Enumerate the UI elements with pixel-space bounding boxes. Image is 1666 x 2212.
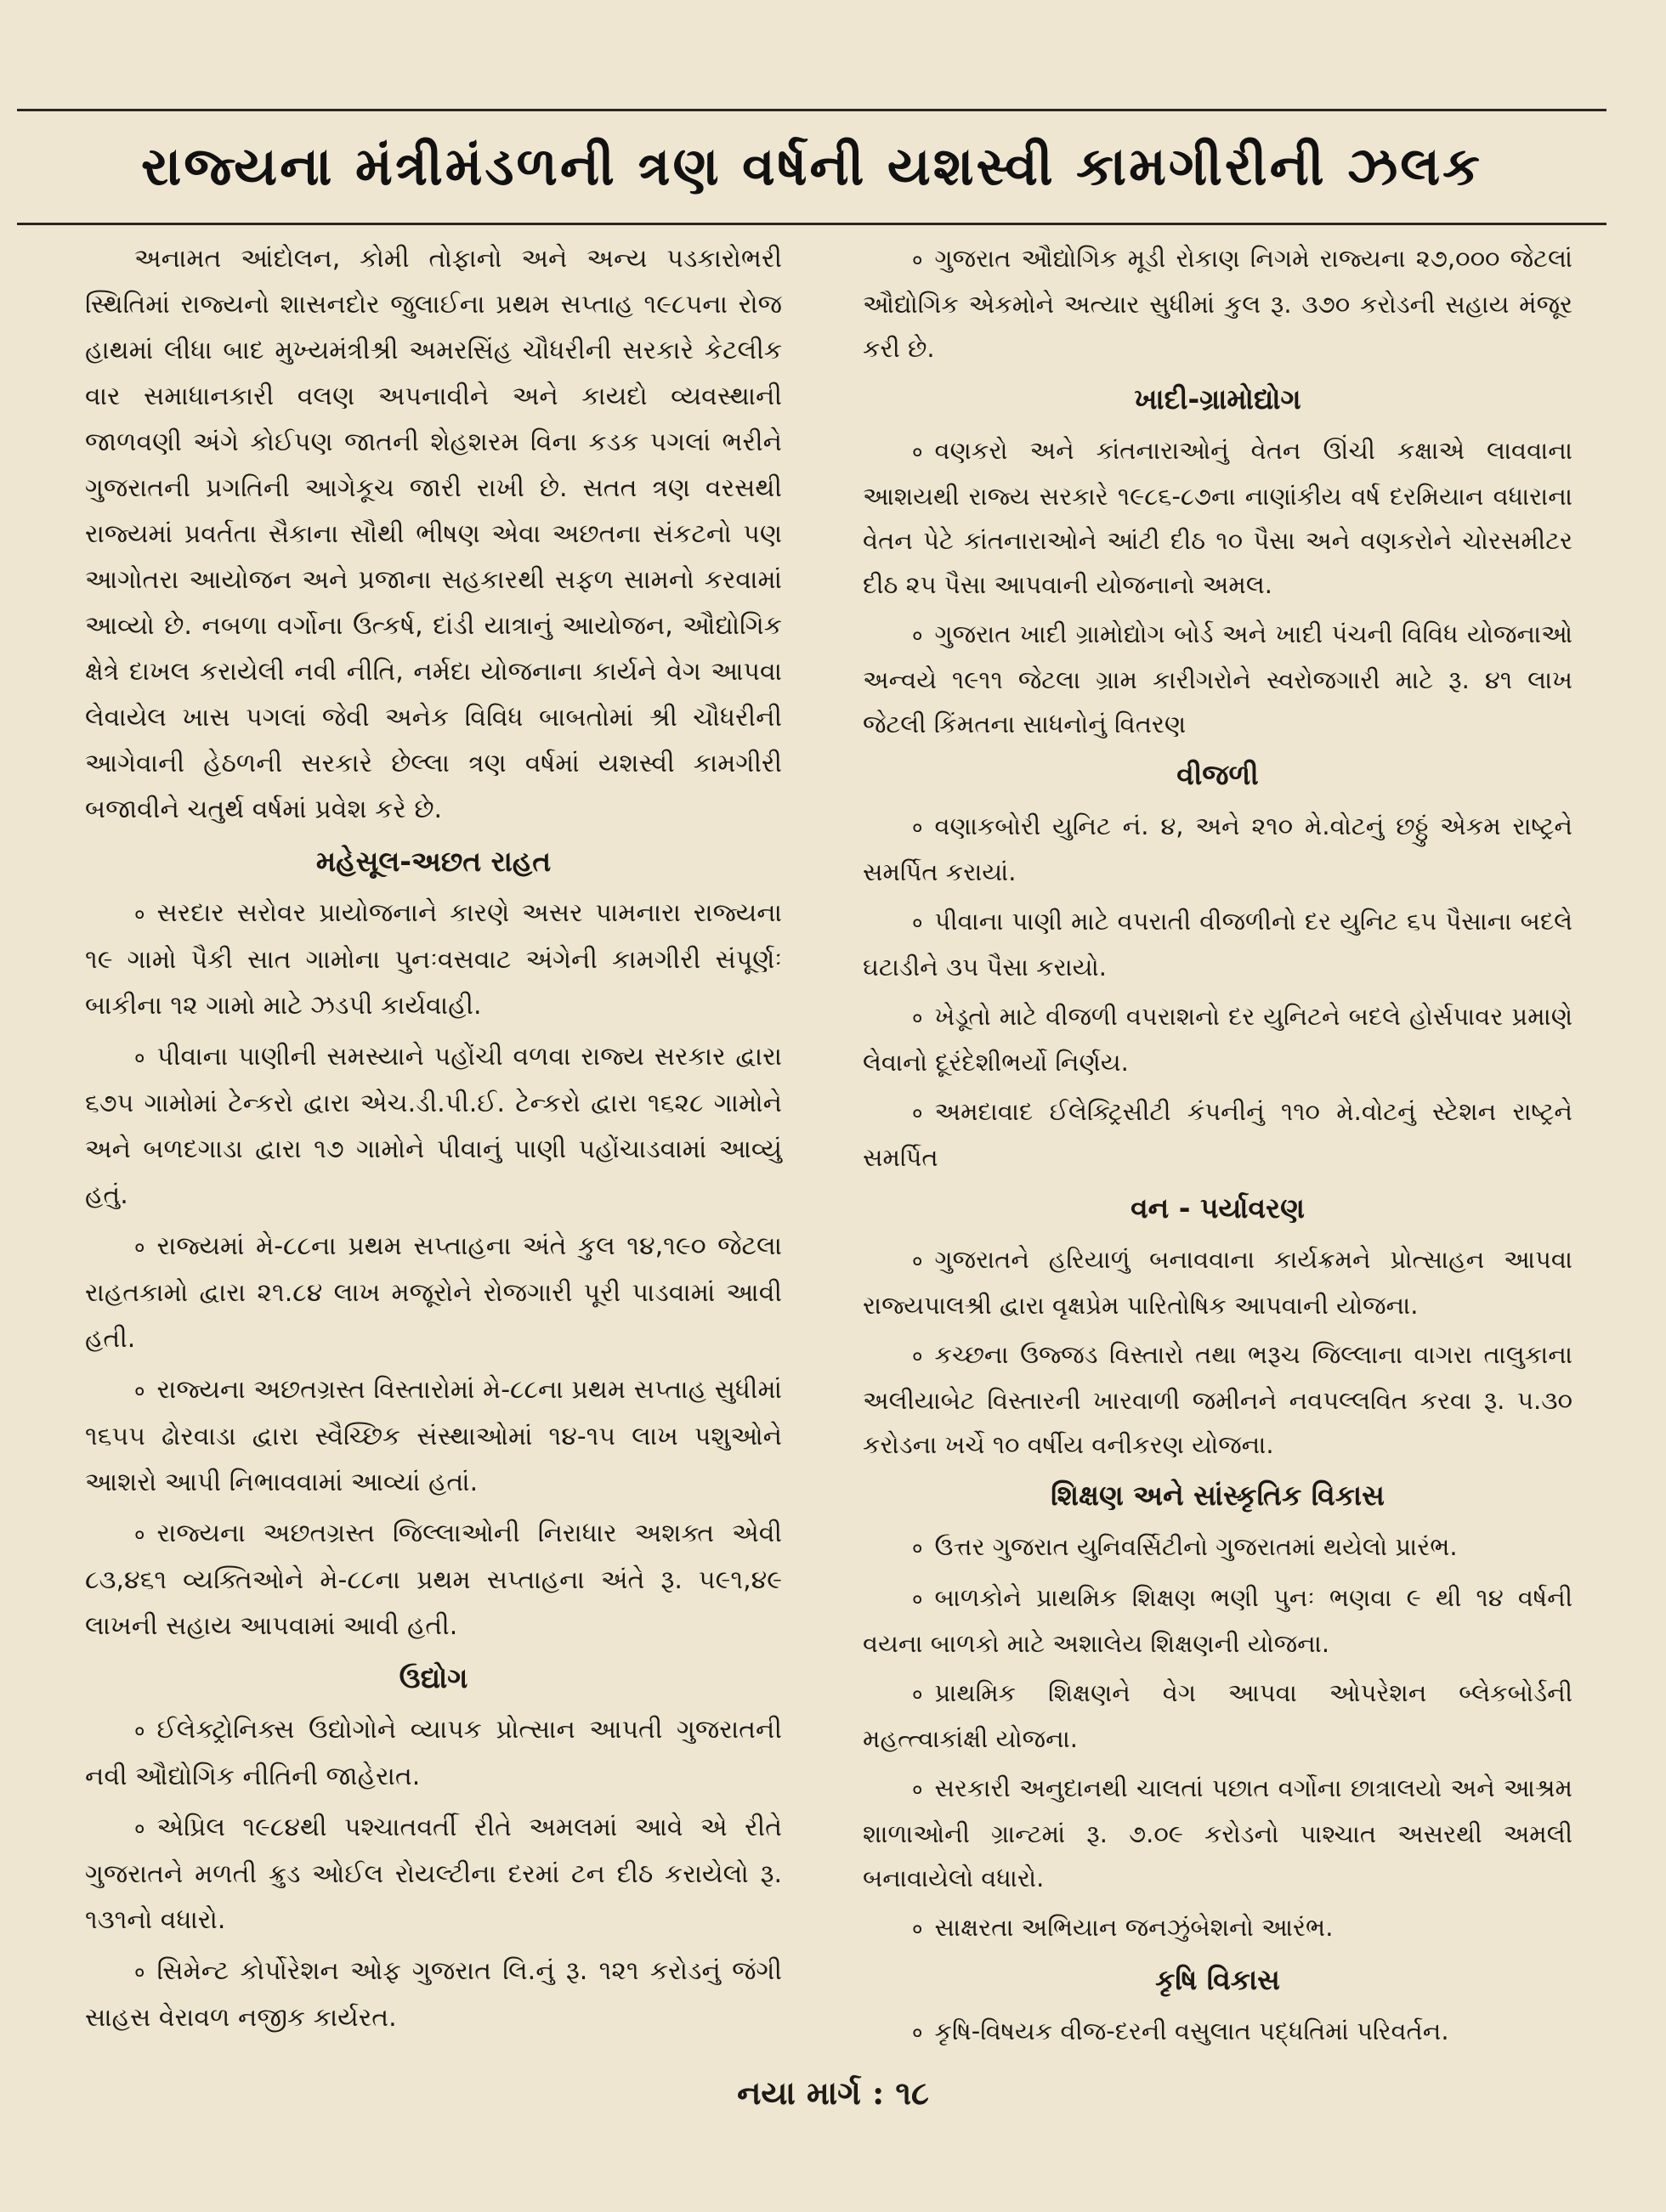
list-item-text: પીવાના પાણી માટે વપરાતી વીજળીનો દર યુનિટ ૬૫ પૈસાના બદલે ઘટાડીને ૩૫ પૈસા કરાયો. xyxy=(863,907,1572,982)
list-item xyxy=(863,1905,1572,1951)
list-item xyxy=(85,1224,782,1362)
list-item xyxy=(863,1332,1572,1467)
list-item xyxy=(863,236,1572,371)
section-heading: વીજળી xyxy=(1176,758,1259,791)
section-heading: ઉદ્યોગ xyxy=(399,1661,468,1694)
list-item xyxy=(85,1511,782,1649)
bullet-icon: ० xyxy=(912,1536,923,1560)
bullet-icon: ० xyxy=(912,248,923,272)
bullet-icon: ० xyxy=(912,1587,923,1611)
intro-paragraph: અનામત આંદોલન, કોમી તોફાનો અને અન્ય પડકારોભરી સ્થિતિમાં રાજ્યનો શાસનદોર જુલાઈના પ્રથમ સપ્તાહ ૧૯૮૫ના રોજ હાથમાં લીધા બાદ મુખ્યમંત્રીશ્રી અમરસિંહ ચૌધરીની સરકારે કેટલીક વાર સમાધાનકારી વલણ અપનાવીને અને કાયદો વ્યવસ્થાની જાળવણી અંગે કોઈપણ જાતની શેહશરમ વિના કડક પગલાં ભરીને ગુજરાતની પ્રગતિની આગેકૂચ જારી રાખી છે. સતત ત્રણ વરસથી રાજ્યમાં પ્રવર્તતા સૈકાના સૌથી ભીષણ એવા અછતના સંકટનો પણ આગોતરા આયોજન અને પ્રજાના સહકારથી સફળ સામનો કરવામાં આવ્યો છે. નબળા વર્ગોના ઉત્કર્ષ, દાંડી યાત્રાનું આયોજન, ઔદ્યોગિક ક્ષેત્રે દાખલ કરાયેલી નવી નીતિ, નર્મદા યોજનાના કાર્યને વેગ આપવા લેવાયેલ ખાસ પગલાં જેવી અનેક વિવિધ બાબતોમાં શ્રી ચૌધરીની આગેવાની હેઠળની સરકારે છેલ્લા ત્રણ વર્ષમાં યશસ્વી કામગીરી બજાવીને ચતુર્થ વર્ષમાં પ્રવેશ કરે છે. xyxy=(85,244,782,824)
bullet-icon: ० xyxy=(134,902,145,926)
list-item-text: પીવાના પાણીની સમસ્યાને પહોંચી વળવા રાજ્ય સરકાર દ્વારા ૬૭૫ ગામોમાં ટેન્કરો દ્વારા એચ.ડી.પી.ઈ. ટેન્કરો દ્વારા ૧૬૨૮ ગામોને અને બળદગાડા દ્વારા ૧૭ ગામોને પીવાનું પાણી પહોંચાડવામાં આવ્યું હતું. xyxy=(85,1042,782,1210)
list-item-text: કચ્છના ઉજ્જડ વિસ્તારો તથા ભરૂચ જિલ્લાના વાગરા તાલુકાના અલીયાબેટ વિસ્તારની ખારવાળી જમીનને નવપલ્લવિત કરવા રૂ. ૫.૩૦ કરોડના ખર્ચે ૧૦ વર્ષીય વનીકરણ યોજના. xyxy=(863,1340,1572,1459)
bullet-icon: ० xyxy=(912,911,923,935)
bullet-icon: ० xyxy=(912,1683,923,1706)
list-item-text: ઉત્તર ગુજરાત યુનિવર્સિટીનો ગુજરાતમાં થયેલો પ્રારંભ. xyxy=(934,1532,1458,1561)
list-item-text: રાજ્યમાં મે-૮૮ના પ્રથમ સપ્તાહના અંતે કુલ ૧૪,૧૯૦ જેટલા રાહતકામો દ્વારા ૨૧.૮૪ લાખ મજૂરોને રોજગારી પૂરી પાડવામાં આવી હતી. xyxy=(85,1231,782,1354)
list-item-text: વણકરો અને કાંતનારાઓનું વેતન ઊંચી કક્ષાએ લાવવાના આશયથી રાજ્ય સરકારે ૧૯૮૬-૮૭ના નાણાંકીય વર્ષ દરમિયાન વધારાના વેતન પેટે કાંતનારાઓને આંટી દીઠ ૧૦ પૈસા અને વણકરોને ચોરસમીટર દીઠ ૨૫ પૈસા આપવાની યોજનાનો અમલ. xyxy=(863,436,1572,599)
list-item xyxy=(85,1949,782,2041)
left-column xyxy=(85,236,782,2046)
list-item-text: ગુજરાતને હરિયાળું બનાવવાના કાર્યક્રમને પ્રોત્સાહન આપવા રાજ્યપાલશ્રી દ્વારા વૃક્ષપ્રેમ પારિતોષિક આપવાની યોજના. xyxy=(863,1245,1572,1320)
bullet-icon: ० xyxy=(912,1101,923,1125)
list-item-text: રાજ્યના અછતગ્રસ્ત જિલ્લાઓની નિરાધાર અશક્ત એવી ૮૩,૪૬૧ વ્યક્તિઓને મે-૮૮ના પ્રથમ સપ્તાહના અંતે રૂ. ૫૯૧,૪૯ લાખની સહાય આપવામાં આવી હતી. xyxy=(85,1519,782,1641)
bullet-icon: ० xyxy=(912,624,923,648)
list-item-text: સરદાર સરોવર પ્રાયોજનાને કારણે અસર પામનારા રાજ્યના ૧૯ ગામો પૈકી સાત ગામોના પુનઃવસવાટ અંગેની કામગીરી સંપૂર્ણઃ બાકીના ૧૨ ગામો માટે ઝડપી કાર્યવાહી. xyxy=(85,898,782,1021)
list-item xyxy=(863,428,1572,607)
bullet-icon: ० xyxy=(912,1917,923,1941)
list-item xyxy=(85,1034,782,1219)
list-item-text: ખેડૂતો માટે વીજળી વપરાશનો દર યુનિટને બદલે હોર્સપાવર પ્રમાણે લેવાનો દૂરંદેશીભર્યો નિર્ણય. xyxy=(863,1002,1572,1077)
list-item xyxy=(863,1766,1572,1900)
list-item-text: ઈલેક્ટ્રોનિક્સ ઉદ્યોગોને વ્યાપક પ્રોત્સાન આપતી ગુજરાતની નવી ઔદ્યોગિક નીતિની જાહેરાત. xyxy=(85,1715,782,1791)
list-item xyxy=(863,1525,1572,1570)
list-item xyxy=(863,1089,1572,1180)
bullet-icon: ० xyxy=(912,2021,923,2045)
page-footer: નયા માર્ગ : ૧૮ xyxy=(737,2073,929,2112)
list-item-text: ગુજરાત ઔદ્યોગિક મૂડી રોકાણ નિગમે રાજ્યના ૨૭,૦૦૦ જેટલાં ઔદ્યોગિક એકમોને અત્યાર સુધીમાં કુલ રૂ. ૩૭૦ કરોડની સહાય મંજૂર કરી છે. xyxy=(863,244,1572,363)
bullet-icon: ० xyxy=(912,1006,923,1030)
list-item xyxy=(863,899,1572,989)
list-item-text: રાજ્યના અછતગ્રસ્ત વિસ્તારોમાં મે-૮૮ના પ્રથમ સપ્તાહ સુધીમાં ૧૬૫૫ ઢોરવાડા દ્વારા સ્વૈચ્છિક સંસ્થાઓમાં ૧૪-૧૫ લાખ પશુઓને આશરો આપી નિભાવવામાં આવ્યાં હતાં. xyxy=(85,1375,782,1497)
bullet-icon: ० xyxy=(912,816,923,840)
headline-bottom-rule xyxy=(17,223,1606,225)
page-headline: રાજ્યના મંત્રીમંડળની ત્રણ વર્ષની યશસ્વી કામગીરીની ઝલક xyxy=(141,135,1482,197)
bullet-icon: ० xyxy=(134,1960,145,1984)
section-heading: મહેસૂલ-અછત રાહત xyxy=(315,845,552,878)
list-item-text: સાક્ષરતા અભિયાન જનઝુંબેશનો આરંભ. xyxy=(934,1913,1334,1942)
list-item-text: વણાકબોરી યુનિટ નં. ૪, અને ૨૧૦ મે.વોટનું છઠ્ઠું એકમ રાષ્ટ્રને સમર્પિત કરાયાં. xyxy=(863,812,1572,886)
bullet-icon: ० xyxy=(134,1046,145,1070)
list-item-text: અમદાવાદ ઈલેક્ટ્રિસીટી કંપનીનું ૧૧૦ મે.વોટનું સ્ટેશન રાષ્ટ્રને સમર્પિત xyxy=(863,1097,1572,1172)
list-item xyxy=(863,1671,1572,1761)
list-item-text: કૃષિ-વિષયક વીજ-દરની વસુલાત પદ્ધતિમાં પરિવર્તન. xyxy=(934,2017,1449,2045)
section-heading: ખાદી-ગ્રામોદ્યોગ xyxy=(1134,382,1301,416)
bullet-icon: ० xyxy=(134,1817,145,1841)
list-item xyxy=(863,612,1572,746)
bullet-icon: ० xyxy=(912,440,923,464)
list-item-text: સરકારી અનુદાનથી ચાલતાં પછાત વર્ગોના છાત્રાલયો અને આશ્રમ શાળાઓની ગ્રાન્ટમાં રૂ. ૭.૦૯ કરોડનો પાશ્ચાત અસરથી અમલી બનાવાયેલો વધારો. xyxy=(863,1774,1572,1892)
bullet-icon: ० xyxy=(912,1344,923,1368)
bullet-icon: ० xyxy=(912,1778,923,1802)
bullet-icon: ० xyxy=(134,1236,145,1259)
section-heading: વન - પર્યાવરણ xyxy=(1130,1191,1305,1225)
section-heading: કૃષિ વિકાસ xyxy=(1155,1963,1280,1996)
list-item xyxy=(863,1576,1572,1666)
list-item xyxy=(863,994,1572,1084)
bullet-icon: ० xyxy=(134,1719,145,1743)
list-item-text: એપ્રિલ ૧૯૮૪થી પશ્ચાતવર્તી રીતે અમલમાં આવે એ રીતે ગુજરાતને મળતી ક્રુડ ઓઈલ રોયલ્ટીના દરમાં ટન દીઠ કરાયેલો રૂ. ૧૩૧નો વધારો. xyxy=(85,1813,782,1935)
list-item xyxy=(85,891,782,1029)
bullet-icon: ० xyxy=(912,1249,923,1273)
list-item xyxy=(85,1367,782,1506)
bullet-icon: ० xyxy=(134,1523,145,1547)
list-item xyxy=(85,1805,782,1943)
list-item-text: ગુજરાત ખાદી ગ્રામોદ્યોગ બોર્ડ અને ખાદી પંચની વિવિધ યોજનાઓ અન્વયે ૧૯૧૧ જેટલા ગ્રામ કારીગરોને સ્વરોજગારી માટે રૂ. ૪૧ લાખ જેટલી કિંમતના સાધનોનું વિતરણ xyxy=(863,619,1572,738)
list-item xyxy=(863,2009,1572,2055)
bullet-icon: ० xyxy=(134,1379,145,1403)
list-item xyxy=(863,804,1572,894)
list-item-text: સિમેન્ટ કોર્પોરેશન ઓફ ગુજરાત લિ.નું રૂ. ૧૨૧ કરોડનું જંગી સાહસ વેરાવળ નજીક કાર્યરત. xyxy=(85,1956,782,2033)
list-item xyxy=(863,1237,1572,1327)
list-item-text: બાળકોને પ્રાથમિક શિક્ષણ ભણી પુનઃ ભણવા ૯ થી ૧૪ વર્ષની વયના બાળકો માટે અશાલેય શિક્ષણની યોજના. xyxy=(863,1583,1572,1658)
top-rule xyxy=(17,109,1606,111)
section-heading: શિક્ષણ અને સાંસ્કૃતિક વિકાસ xyxy=(1051,1479,1385,1512)
list-item xyxy=(85,1707,782,1800)
right-column xyxy=(863,236,1572,2060)
list-item-text: પ્રાથમિક શિક્ષણને વેગ આપવા ઓપરેશન બ્લેકબોર્ડની મહત્ત્વાકાંક્ષી યોજના. xyxy=(863,1678,1572,1753)
